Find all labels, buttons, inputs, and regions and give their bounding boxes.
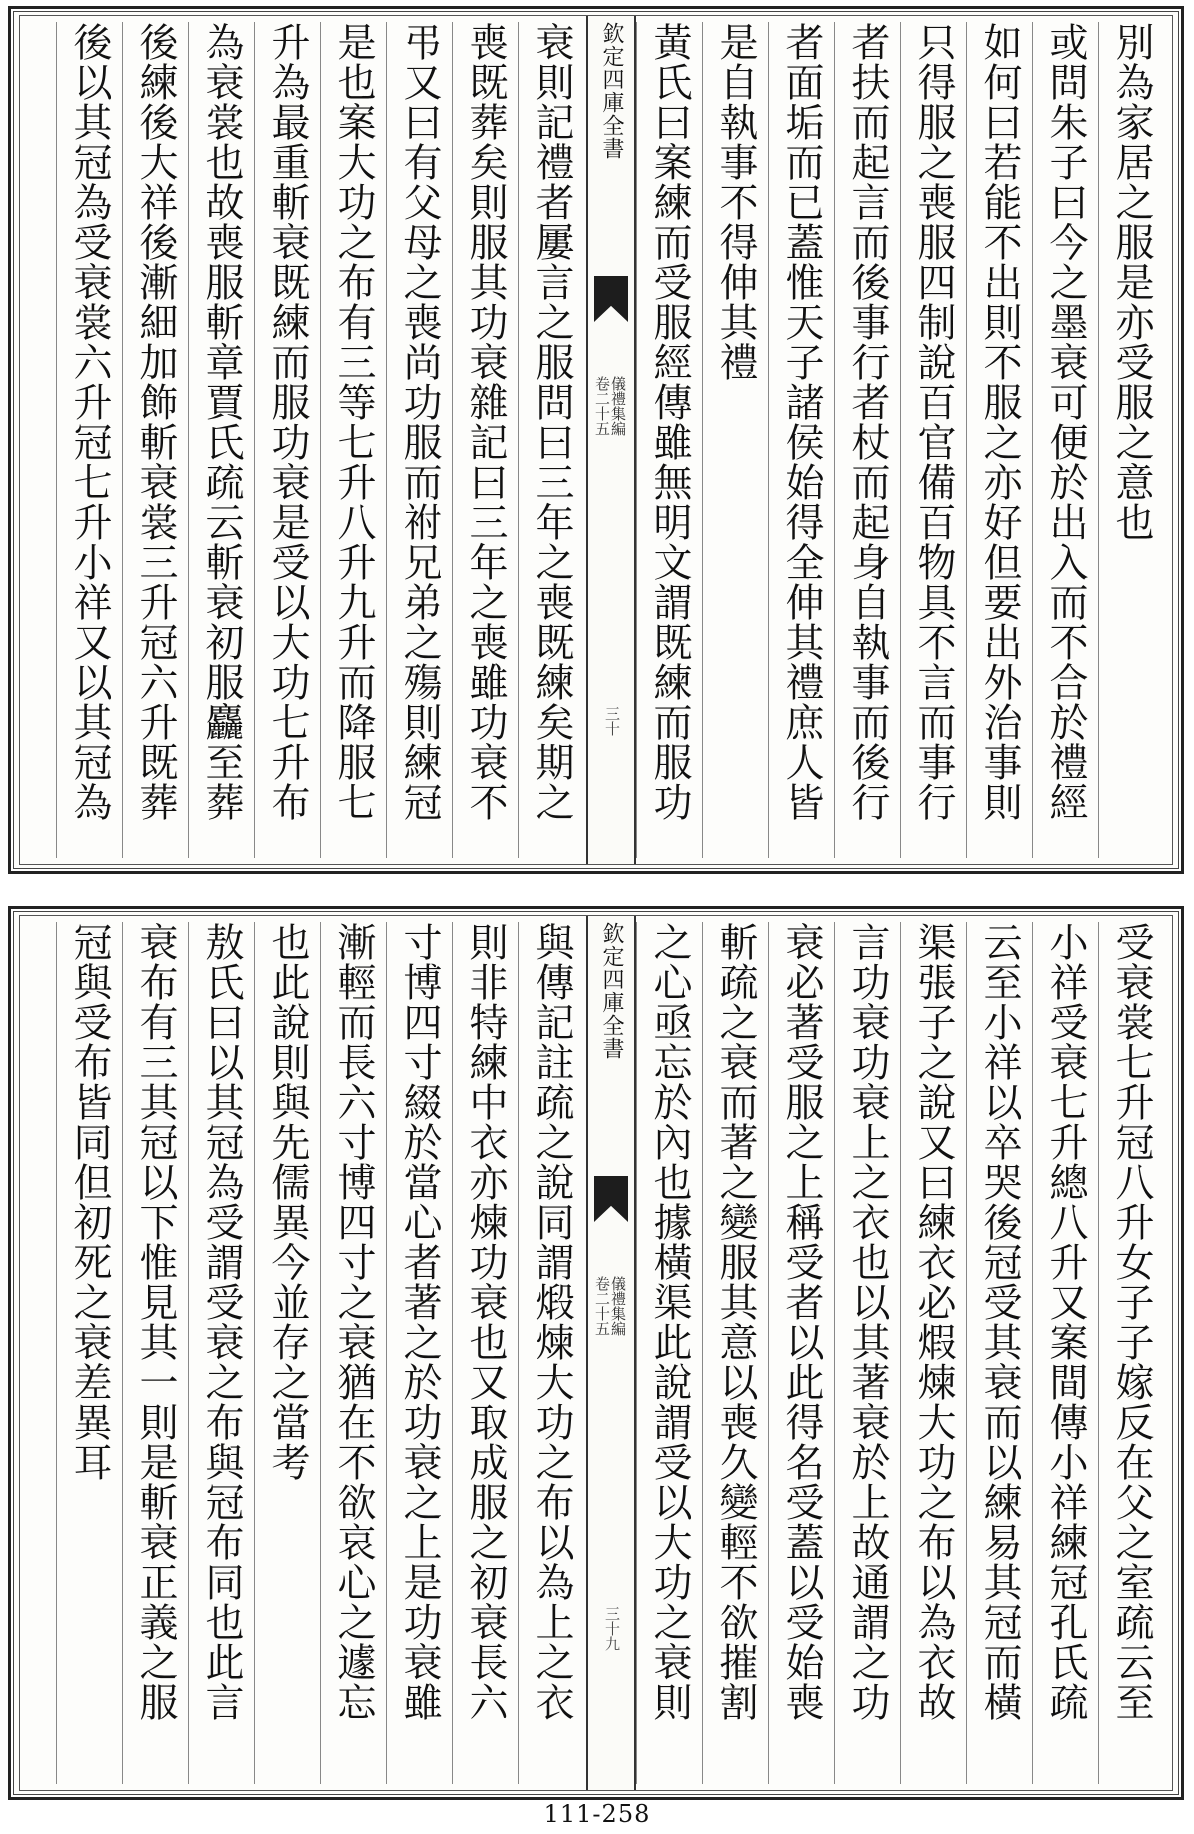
top-page-panel (8, 6, 1184, 874)
column-text: 渠張子之說又曰練衣必煆煉大功之布以為衣故 (911, 922, 956, 1722)
column-rule (834, 22, 835, 858)
column-rule (386, 922, 387, 1784)
text-column (254, 22, 320, 858)
column-text: 小祥受衰七升總八升又案間傳小祥練冠孔氏疏 (1043, 922, 1088, 1722)
text-column (56, 922, 122, 1784)
column-rule (56, 22, 57, 858)
column-text: 斬疏之衰而著之變服其意以喪久變輕不欲摧割 (713, 922, 758, 1722)
column-rule (188, 22, 189, 858)
column-text: 黃氏曰案練而受服經傳雖無明文謂既練而服功 (647, 22, 692, 822)
column-text: 云至小祥以卒哭後冠受其衰而以練易其冠而橫 (977, 922, 1022, 1722)
column-rule (900, 22, 901, 858)
text-column (518, 922, 584, 1784)
column-rule (900, 922, 901, 1784)
column-rule (966, 922, 967, 1784)
text-column (768, 922, 834, 1784)
column-rule (254, 922, 255, 1784)
text-column (320, 22, 386, 858)
column-text: 如何曰若能不出則不服之亦好但要出外治事則 (977, 22, 1022, 822)
text-column (1032, 22, 1098, 858)
book-title: 欽定四庫全書 (599, 22, 624, 160)
text-column (452, 922, 518, 1784)
text-column (900, 22, 966, 858)
bottom-page-frame (19, 915, 1173, 1791)
text-column (636, 22, 702, 858)
column-text: 衰布有三其冠以下惟見其一則是斬衰正義之服 (133, 922, 178, 1722)
text-column (188, 922, 254, 1784)
column-rule (702, 922, 703, 1784)
column-text: 寸博四寸綴於當心者著之於功衰之上是功衰雖 (397, 922, 442, 1722)
column-rule (122, 22, 123, 858)
folio-number: 三十九 (603, 1606, 621, 1651)
column-rule (1098, 922, 1099, 1784)
column-rule (1098, 22, 1099, 858)
column-text: 升為最重斬衰既練而服功衰是受以大功七升布 (265, 22, 310, 822)
text-column (1032, 922, 1098, 1784)
fishtail-mark (594, 1176, 628, 1222)
column-text: 弔又曰有父母之喪尚功服而祔兄弟之殤則練冠 (397, 22, 442, 822)
fishtail-mark (594, 276, 628, 322)
volume-label: 卷二十五 (593, 376, 611, 436)
column-rule (386, 22, 387, 858)
column-rule (966, 22, 967, 858)
folio-number: 三十 (603, 706, 621, 736)
column-text: 是自執事不得伸其禮 (713, 22, 758, 382)
text-column (320, 922, 386, 1784)
column-rule (1032, 922, 1033, 1784)
column-rule (702, 22, 703, 858)
center-fold-strip (586, 16, 636, 864)
text-column (834, 22, 900, 858)
text-column (386, 922, 452, 1784)
column-text: 受衰裳七升冠八升女子子嫁反在父之室疏云至 (1109, 922, 1154, 1722)
collection-label: 儀禮集編 (609, 1276, 627, 1336)
text-column (122, 22, 188, 858)
column-rule (1032, 22, 1033, 858)
column-text: 與傳記註疏之說同謂煅煉大功之布以為上之衣 (529, 922, 574, 1722)
column-text: 漸輕而長六寸博四寸之衰猶在不欲哀心之遽忘 (331, 922, 376, 1722)
column-rule (122, 922, 123, 1784)
text-column (966, 922, 1032, 1784)
text-column (636, 922, 702, 1784)
text-column (834, 922, 900, 1784)
column-rule (188, 922, 189, 1784)
column-rule (636, 922, 637, 1784)
column-text: 衰必著受服之上稱受者以此得名受蓋以受始喪 (779, 922, 824, 1722)
column-text: 只得服之喪服四制說百官備百物具不言而事行 (911, 22, 956, 822)
text-column (702, 22, 768, 858)
column-text: 也此說則與先儒異今並存之當考 (265, 922, 310, 1482)
text-column (768, 22, 834, 858)
column-rule (518, 922, 519, 1784)
column-rule (320, 922, 321, 1784)
text-column (188, 22, 254, 858)
text-column (1098, 22, 1164, 858)
column-rule (834, 922, 835, 1784)
volume-label: 卷二十五 (593, 1276, 611, 1336)
column-rule (768, 22, 769, 858)
text-column (966, 22, 1032, 858)
column-text: 則非特練中衣亦煉功衰也又取成服之初衰長六 (463, 922, 508, 1722)
column-text: 是也案大功之布有三等七升八升九升而降服七 (331, 22, 376, 822)
text-column (452, 22, 518, 858)
column-text: 言功衰功衰上之衣也以其著衰於上故通謂之功 (845, 922, 890, 1722)
text-column (900, 922, 966, 1784)
column-text: 別為家居之服是亦受服之意也 (1109, 22, 1154, 542)
text-column (702, 922, 768, 1784)
text-column (254, 922, 320, 1784)
column-text: 喪既葬矣則服其功衰雜記曰三年之喪雖功衰不 (463, 22, 508, 822)
column-rule (768, 922, 769, 1784)
column-rule (636, 22, 637, 858)
column-text: 或問朱子曰今之墨衰可便於出入而不合於禮經 (1043, 22, 1088, 822)
column-text: 敖氏曰以其冠為受謂受衰之布與冠布同也此言 (199, 922, 244, 1722)
column-rule (452, 22, 453, 858)
column-rule (320, 22, 321, 858)
collection-label: 儀禮集編 (609, 376, 627, 436)
column-text: 之心亟忘於內也據橫渠此說謂受以大功之衰則 (647, 922, 692, 1722)
column-text: 冠與受布皆同但初死之衰差異耳 (67, 922, 112, 1482)
text-column (386, 22, 452, 858)
column-rule (254, 22, 255, 858)
text-column (122, 922, 188, 1784)
column-text: 衰則記禮者屢言之服問曰三年之喪既練矣期之 (529, 22, 574, 822)
column-rule (452, 922, 453, 1784)
bottom-page-panel (8, 906, 1184, 1800)
column-text: 者扶而起言而後事行者杖而起身自執事而後行 (845, 22, 890, 822)
column-rule (56, 922, 57, 1784)
column-text: 後練後大祥後漸細加飾斬衰裳三升冠六升既葬 (133, 22, 178, 822)
text-column (518, 22, 584, 858)
text-column (1098, 922, 1164, 1784)
text-column (56, 22, 122, 858)
column-text: 為衰裳也故喪服斬章賈氏疏云斬衰初服麤至葬 (199, 22, 244, 822)
column-text: 者面垢而已蓋惟天子諸侯始得全伸其禮庶人皆 (779, 22, 824, 822)
book-title: 欽定四庫全書 (599, 922, 624, 1060)
center-fold-strip (586, 916, 636, 1790)
top-page-frame (19, 15, 1173, 865)
page-number: 111-258 (543, 1800, 651, 1828)
column-text: 後以其冠為受衰裳六升冠七升小祥又以其冠為 (67, 22, 112, 822)
column-rule (518, 22, 519, 858)
